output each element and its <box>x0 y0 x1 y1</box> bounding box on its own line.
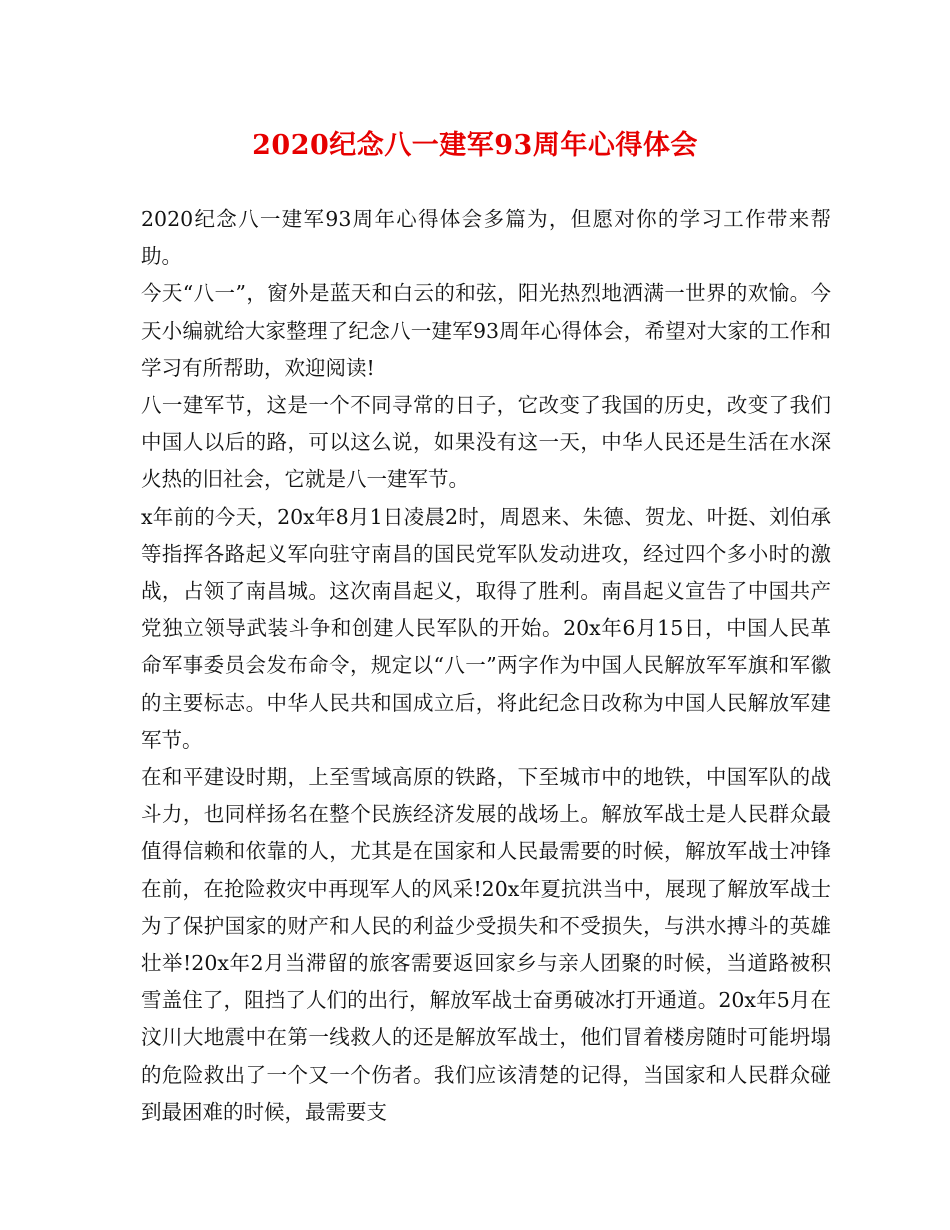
paragraph-today: 今天“八一”，窗外是蓝天和白云的和弦，阳光热烈地洒满一世界的欢愉。今天小编就给大家整理了纪念八一建军93周年心得体会，希望对大家的工作和学习有所帮助，欢迎阅读! <box>141 281 831 380</box>
paragraph-peacetime: 在和平建设时期，上至雪域高原的铁路，下至城市中的地铁，中国军队的战斗力，也同样扬名在整个民族经济发展的战场上。解放军战士是人民群众最值得信赖和依靠的人，尤其是在国家和人民最需要的时候，解放军战士冲锋在前，在抢险救灾中再现军人的风采!20x年夏抗洪当中，展现了解放军战士为了保护国家的财产和人民的利益少受损失和不受损失，与洪水搏斗的英雄壮举!20x年2月当滞留的旅客需要返回家乡与亲人团聚的时候，当道路被积雪盖住了，阻挡了人们的出行，解放军战士奋勇破冰打开通道。20x年5月在汶川大地震中在第一线救人的还是解放军战士，他们冒着楼房随时可能坍塌的危险救出了一个又一个伤者。我们应该清楚的记得，当国家和人民群众碰到最困难的时候，最需要支 <box>141 765 831 1124</box>
paragraph-history: x年前的今天，20x年8月1日凌晨2时，周恩来、朱德、贺龙、叶挺、刘伯承等指挥各路起义军向驻守南昌的国民党军队发动进攻，经过四个多小时的激战，占领了南昌城。这次南昌起义，取得了胜利。南昌起义宣告了中国共产党独立领导武装斗争和创建人民军队的开始。20x年6月15日，中国人民革命军事委员会发布命令，规定以“八一”两字作为中国人民解放军军旗和军徽的主要标志。中华人民共和国成立后，将此纪念日改称为中国人民解放军建军节。 <box>141 504 831 752</box>
paragraph-intro: 2020纪念八一建军93周年心得体会多篇为，但愿对你的学习工作带来帮助。 <box>141 207 831 269</box>
document-body <box>141 201 831 1131</box>
paragraph-army-day: 八一建军节，这是一个不同寻常的日子，它改变了我国的历史，改变了我们中国人以后的路，可以这么说，如果没有这一天，中华人民还是生活在水深火热的旧社会，它就是八一建军节。 <box>141 393 831 492</box>
document-title: 2020纪念八一建军93周年心得体会 <box>252 130 698 161</box>
